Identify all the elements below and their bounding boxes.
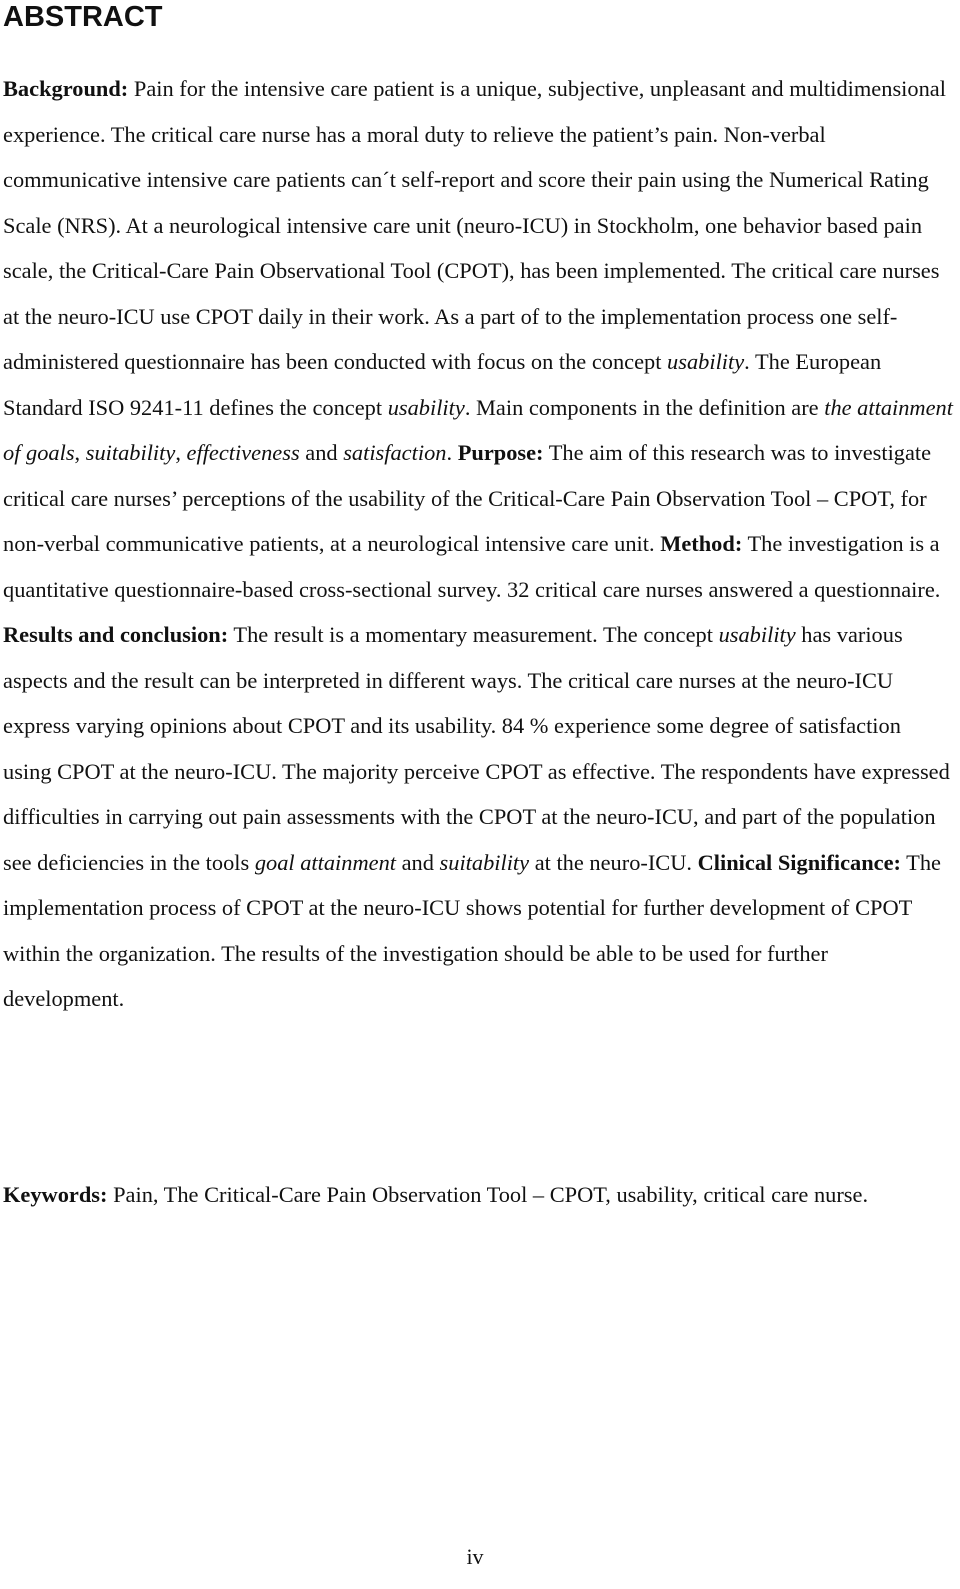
results-label: Results and conclusion: (3, 622, 229, 647)
method-label: Method: (660, 531, 743, 556)
suitability-term: suitability (85, 440, 176, 465)
method-text: The investigation is a quantitative questionnaire-based cross-sectional survey. 32 critical care nurses answered a questionnaire. (3, 531, 941, 602)
clinical-significance-label: Clinical Significance: (697, 849, 901, 875)
purpose-text: The aim of this research was to investigate critical care nurses’ perceptions of the usability of the Critical-Care Pain Observation Tool – CPOT, for non-verbal communicative patients, at a neurological intensive care unit. (3, 440, 932, 556)
separator: , (74, 440, 86, 465)
abstract-heading: ABSTRACT (3, 1, 163, 33)
keywords-paragraph (3, 1172, 953, 1218)
background-text: Pain for the intensive care patient is a unique, subjective, unpleasant and multidimensional experience. The critical care nurse has a moral duty to relieve the patient’s pain. Non-verbal communicative intensive care patients can´t self-report and score their pain using the Numerical Rating Scale (NRS). At a neurological intensive care unit (neuro-ICU) in Stockholm, one behavior based pain scale, the Critical-Care Pain Observational Tool (CPOT), has been implemented. The critical care nurses at the neuro-ICU use CPOT daily in their work. As a part of to the implementation process one self-administered questionnaire has been conducted with focus on the concept (3, 76, 946, 374)
abstract-paragraph (3, 66, 953, 1022)
suitability-term: suitability (439, 849, 530, 875)
background-text-2: . The European Standard ISO 9241-11 defines the concept (3, 349, 882, 420)
background-text-3: . Main components in the definition are (464, 394, 825, 420)
goal-attainment-term: goal attainment (254, 849, 396, 875)
satisfaction-term: satisfaction (343, 440, 447, 465)
attainment-of-goals-term: the attainment of goals (3, 394, 953, 465)
results-text-3: at the neuro-ICU. (529, 849, 698, 875)
keywords-label: Keywords: (3, 1182, 108, 1207)
clinical-significance-text: The implementation process of CPOT at the neuro-ICU shows potential for further development of CPOT within the organization. The results of the investigation should be able to be used for further development. (3, 849, 941, 1011)
page-number: iv (466, 1544, 484, 1569)
separator: . (446, 440, 453, 465)
effectiveness-term: effectiveness (186, 440, 300, 465)
results-text-2: has various aspects and the result can be interpreted in different ways. The critical care nurses at the neuro-ICU express varying opinions about CPOT and its usability. 84 % experience some degree of satisfaction using CPOT at the neuro-ICU. The majority perceive CPOT as effective. The respondents have expressed difficulties in carrying out pain assessments with the CPOT at the neuro-ICU, and part of the population see deficiencies in the tools (3, 622, 950, 875)
usability-term: usability (387, 394, 465, 420)
separator: , (175, 440, 187, 465)
results-text: The result is a momentary measurement. The concept (228, 622, 719, 647)
background-label: Background: (3, 76, 129, 101)
usability-term: usability (667, 349, 745, 374)
purpose-label: Purpose: (457, 440, 544, 465)
separator: and (396, 849, 440, 875)
keywords-text: Pain, The Critical-Care Pain Observation Tool – CPOT, usability, critical care nurse. (107, 1182, 869, 1207)
separator: and (299, 440, 344, 465)
usability-term: usability (718, 622, 796, 647)
